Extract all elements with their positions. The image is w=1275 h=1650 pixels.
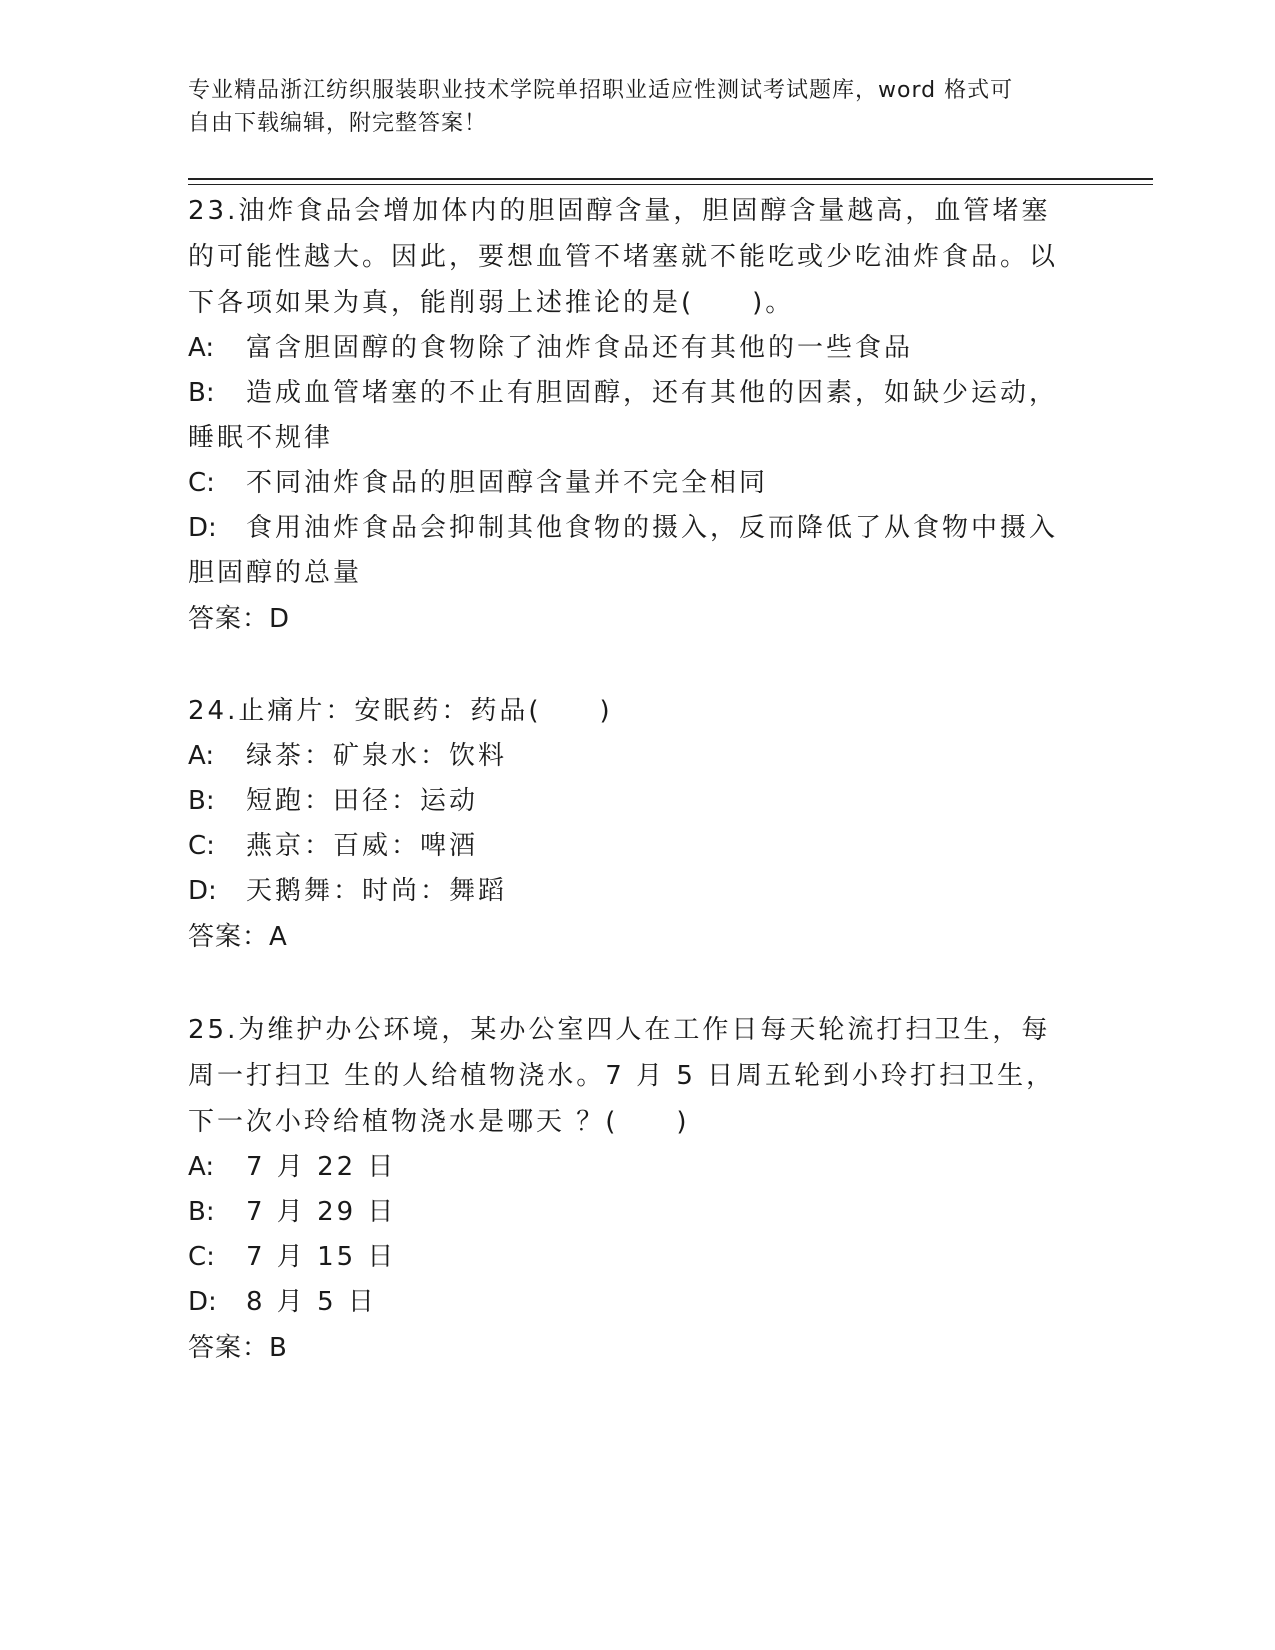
option-letter: A: <box>188 1152 215 1182</box>
option-letter: B: <box>188 1197 215 1227</box>
header-line-2: 自由下载编辑，附完整答案！ <box>188 111 488 136</box>
option-d <box>188 506 1078 596</box>
option-b <box>188 371 1078 461</box>
option-letter: A: <box>188 741 215 771</box>
question-24 <box>188 688 1078 960</box>
question-stem: 23.油炸食品会增加体内的胆固醇含量，胆固醇含量越高，血管堵塞的可能性越大。因此，要想血管不堵塞就不能吃或少吃油炸食品。以下各项如果为真，能削弱上述推论的是( )。 <box>188 196 1059 318</box>
answer-label: 答案：B <box>188 1333 288 1363</box>
option-c <box>188 824 1078 869</box>
header-line-1: 专业精品浙江纺织服装职业技术学院单招职业适应性测试考试题库，word 格式可 <box>188 78 1014 103</box>
option-c <box>188 461 1078 506</box>
option-letter: C: <box>188 468 215 498</box>
option-d <box>188 1280 1078 1325</box>
option-text: 食用油炸食品会抑制其他食物的摄入，反而降低了从食物中摄入胆固醇的总量 <box>188 513 1059 588</box>
question-25 <box>188 1007 1078 1371</box>
option-letter: D: <box>188 876 217 906</box>
option-text: 短跑：田径：运动 <box>246 786 479 816</box>
option-text: 造成血管堵塞的不止有胆固醇，还有其他的因素，如缺少运动，睡眠不规律 <box>188 378 1059 453</box>
option-b <box>188 1190 1078 1235</box>
option-text: 不同油炸食品的胆固醇含量并不完全相同 <box>246 468 769 498</box>
option-letter: D: <box>188 513 217 543</box>
option-a <box>188 734 1078 779</box>
option-letter: B: <box>188 378 215 408</box>
answer-label: 答案：D <box>188 604 291 634</box>
option-text: 绿茶：矿泉水：饮料 <box>246 741 508 771</box>
option-text: 7 月 29 日 <box>246 1197 397 1227</box>
document-header <box>188 74 1068 140</box>
question-stem: 24.止痛片：安眠药：药品( ) <box>188 696 613 726</box>
option-c <box>188 1235 1078 1280</box>
option-text: 7 月 22 日 <box>246 1152 397 1182</box>
option-text: 富含胆固醇的食物除了油炸食品还有其他的一些食品 <box>246 333 914 363</box>
option-letter: C: <box>188 831 215 861</box>
option-b <box>188 779 1078 824</box>
option-letter: C: <box>188 1242 215 1272</box>
answer-label: 答案：A <box>188 922 288 952</box>
option-letter: B: <box>188 786 215 816</box>
option-letter: A: <box>188 333 215 363</box>
option-text: 7 月 15 日 <box>246 1242 397 1272</box>
option-text: 燕京：百威：啤酒 <box>246 831 479 861</box>
option-text: 天鹅舞：时尚：舞蹈 <box>246 876 508 906</box>
option-a <box>188 1145 1078 1190</box>
question-stem: 25.为维护办公环境，某办公室四人在工作日每天轮流打扫卫生，每周一打扫卫 生的人给植物浇水。7 月 5 日周五轮到小玲打扫卫生，下一次小玲给植物浇水是哪天 ？( ) <box>188 1015 1056 1137</box>
option-a <box>188 326 1078 371</box>
option-letter: D: <box>188 1287 217 1317</box>
option-text: 8 月 5 日 <box>246 1287 377 1317</box>
question-23 <box>188 188 1078 642</box>
option-d <box>188 869 1078 914</box>
header-divider-thin <box>188 184 1153 185</box>
header-divider-thick <box>188 178 1153 180</box>
